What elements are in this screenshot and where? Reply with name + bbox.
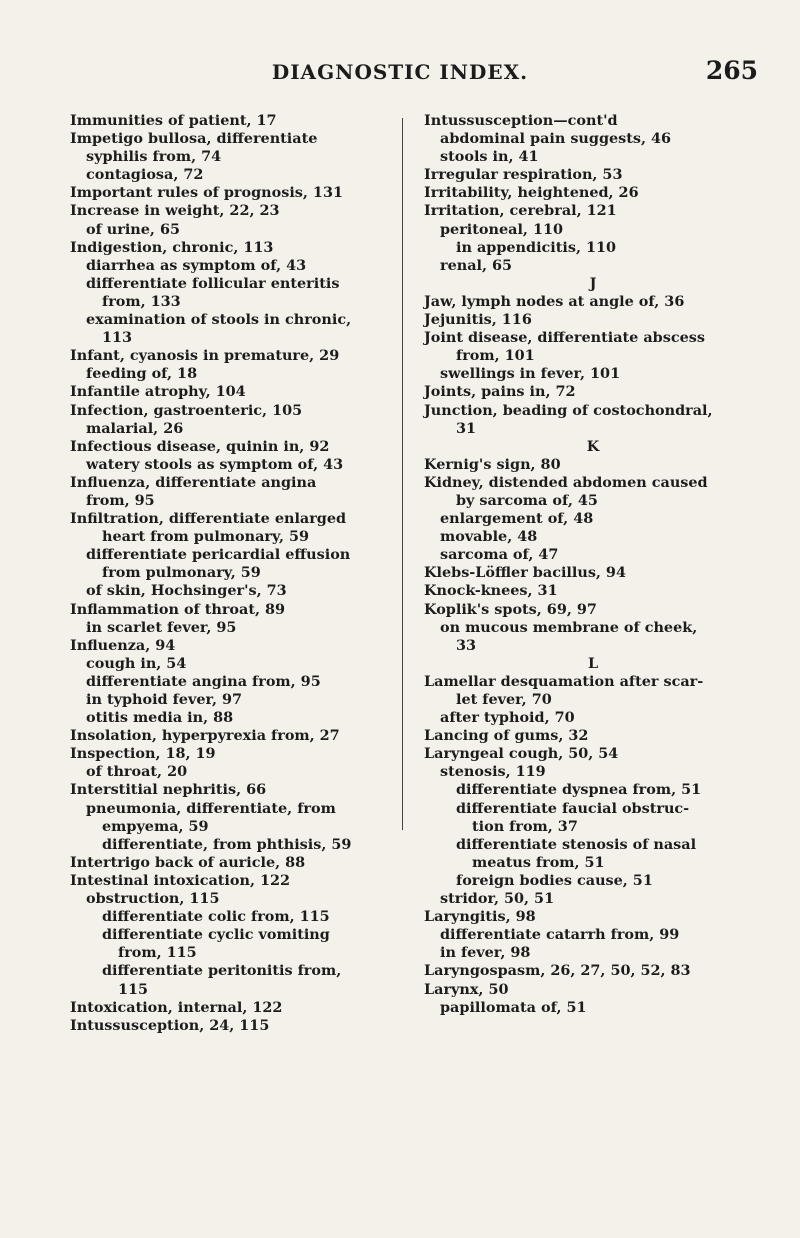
index-subentry: from, 133 <box>102 292 181 310</box>
index-column-left <box>70 112 392 1035</box>
index-subentry: swellings in fever, 101 <box>440 365 621 383</box>
index-subentry: differentiate follicular enteritis <box>86 274 340 292</box>
index-subentry: of throat, 20 <box>86 763 188 781</box>
index-entry: Inflammation of throat, 89 <box>70 600 286 618</box>
index-subentry: in typhoid fever, 97 <box>86 691 243 708</box>
index-entry: Interstitial nephritis, 66 <box>70 781 267 799</box>
index-subentry: renal, 65 <box>440 256 513 274</box>
index-entry: Koplik's spots, 69, 97 <box>424 600 597 618</box>
section-letter: L <box>587 654 599 672</box>
index-entry: Irregular respiration, 53 <box>424 166 623 184</box>
index-subentry: papillomata of, 51 <box>440 998 587 1016</box>
index-subentry: in appendicitis, 110 <box>456 238 617 256</box>
index-entry: Joints, pains in, 72 <box>424 383 576 401</box>
index-subentry: after typhoid, 70 <box>440 709 575 727</box>
index-subentry: diarrhea as symptom of, 43 <box>86 256 307 274</box>
index-subentry: differentiate, from phthisis, 59 <box>102 835 352 853</box>
index-subentry: 33 <box>456 636 477 654</box>
index-entry: Infant, cyanosis in premature, 29 <box>70 347 340 365</box>
index-subentry: let fever, 70 <box>456 691 552 708</box>
index-subentry: 31 <box>456 419 477 437</box>
index-subentry: differentiate colic from, 115 <box>102 908 330 926</box>
index-entry: Laryngitis, 98 <box>424 908 536 926</box>
section-letter: K <box>586 437 600 455</box>
page-number: 265 <box>705 56 758 85</box>
index-entry: Irritation, cerebral, 121 <box>424 202 617 220</box>
index-subentry: differentiate catarrh from, 99 <box>440 926 680 944</box>
index-entry: Indigestion, chronic, 113 <box>70 238 274 256</box>
index-entry: Influenza, differentiate angina <box>70 473 317 491</box>
index-entry: Klebs-Löffler bacillus, 94 <box>424 564 626 582</box>
index-subentry: tion from, 37 <box>472 817 578 835</box>
index-entry: Kernig's sign, 80 <box>424 455 561 473</box>
index-entry: Jejunitis, 116 <box>424 311 532 329</box>
index-entry: Knock-knees, 31 <box>424 582 558 600</box>
index-entry: Impetigo bullosa, differentiate <box>70 130 318 148</box>
index-entry: Laryngeal cough, 50, 54 <box>424 745 619 763</box>
index-entry: Important rules of prognosis, 131 <box>70 184 343 202</box>
index-subentry: peritoneal, 110 <box>440 220 563 238</box>
index-subentry: from pulmonary, 59 <box>102 564 261 582</box>
index-subentry: malarial, 26 <box>86 419 184 437</box>
index-subentry: foreign bodies cause, 51 <box>456 871 653 889</box>
index-subentry: stenosis, 119 <box>440 763 546 781</box>
index-entry: Infection, gastroenteric, 105 <box>70 401 303 419</box>
index-entry: Laryngospasm, 26, 27, 50, 52, 83 <box>424 962 691 980</box>
index-subentry: differentiate dyspnea from, 51 <box>456 781 702 799</box>
index-subentry: obstruction, 115 <box>86 890 220 908</box>
index-entry: Intestinal intoxication, 122 <box>70 871 291 889</box>
index-entry: Intussusception—cont'd <box>424 112 618 129</box>
index-subentry: watery stools as symptom of, 43 <box>86 455 344 473</box>
index-subentry: by sarcoma of, 45 <box>456 491 598 509</box>
index-subentry: feeding of, 18 <box>86 365 198 383</box>
column-divider <box>402 118 403 830</box>
index-subentry: pneumonia, differentiate, from <box>86 799 336 817</box>
index-subentry: from, 95 <box>86 491 155 509</box>
index-entry: Lamellar desquamation after scar- <box>424 672 704 690</box>
index-entry: Immunities of patient, 17 <box>70 112 277 129</box>
index-subentry: contagiosa, 72 <box>86 166 204 184</box>
index-entry: Kidney, distended abdomen caused <box>424 473 708 491</box>
index-subentry: syphilis from, 74 <box>86 148 222 166</box>
index-subentry: of urine, 65 <box>86 220 180 238</box>
index-subentry: from, 101 <box>456 347 535 365</box>
index-subentry: differentiate pericardial effusion <box>86 546 351 564</box>
index-column-right <box>424 112 762 1017</box>
index-subentry: differentiate stenosis of nasal <box>456 835 697 853</box>
index-subentry: stridor, 50, 51 <box>440 890 555 908</box>
index-subentry: enlargement of, 48 <box>440 510 594 528</box>
index-subentry: on mucous membrane of cheek, <box>440 618 698 636</box>
index-subentry: from, 115 <box>118 944 197 962</box>
index-subentry: heart from pulmonary, 59 <box>102 528 310 546</box>
index-subentry: empyema, 59 <box>102 817 209 835</box>
index-subentry: differentiate peritonitis from, <box>102 962 342 980</box>
index-entry: Joint disease, differentiate abscess <box>424 329 705 347</box>
index-subentry: stools in, 41 <box>440 148 539 166</box>
index-subentry: in fever, 98 <box>440 944 531 962</box>
index-entry: Inspection, 18, 19 <box>70 745 216 763</box>
index-entry: Insolation, hyperpyrexia from, 27 <box>70 727 340 745</box>
index-entry: Infiltration, differentiate enlarged <box>70 510 347 528</box>
index-entry: Irritability, heightened, 26 <box>424 184 639 202</box>
index-entry: Intussusception, 24, 115 <box>70 1016 270 1034</box>
index-subentry: movable, 48 <box>440 528 538 546</box>
index-entry: Influenza, 94 <box>70 636 176 654</box>
section-letter: J <box>589 274 597 292</box>
index-subentry: differentiate cyclic vomiting <box>102 926 330 944</box>
index-entry: Increase in weight, 22, 23 <box>70 202 280 220</box>
index-subentry: examination of stools in chronic, <box>86 311 352 329</box>
index-subentry: 113 <box>102 329 133 347</box>
index-subentry: differentiate angina from, 95 <box>86 672 321 690</box>
index-entry: Intoxication, internal, 122 <box>70 998 283 1016</box>
index-subentry: differentiate faucial obstruc- <box>456 799 690 817</box>
index-entry: Junction, beading of costochondral, <box>424 401 713 419</box>
index-entry: Infantile atrophy, 104 <box>70 383 246 401</box>
index-entry: Lancing of gums, 32 <box>424 727 589 745</box>
index-entry: Larynx, 50 <box>424 980 509 998</box>
index-entry: Jaw, lymph nodes at angle of, 36 <box>424 292 685 310</box>
index-subentry: abdominal pain suggests, 46 <box>440 130 672 148</box>
index-subentry: sarcoma of, 47 <box>440 546 559 564</box>
index-subentry: meatus from, 51 <box>472 853 605 871</box>
index-entry: Infectious disease, quinin in, 92 <box>70 437 330 455</box>
index-subentry: in scarlet fever, 95 <box>86 618 237 636</box>
index-subentry: of skin, Hochsinger's, 73 <box>86 582 287 600</box>
page-header-title: DIAGNOSTIC INDEX. <box>271 60 529 84</box>
index-subentry: otitis media in, 88 <box>86 709 234 727</box>
index-entry: Intertrigo back of auricle, 88 <box>70 853 306 871</box>
index-subentry: cough in, 54 <box>86 654 187 672</box>
index-subentry: 115 <box>118 980 149 998</box>
